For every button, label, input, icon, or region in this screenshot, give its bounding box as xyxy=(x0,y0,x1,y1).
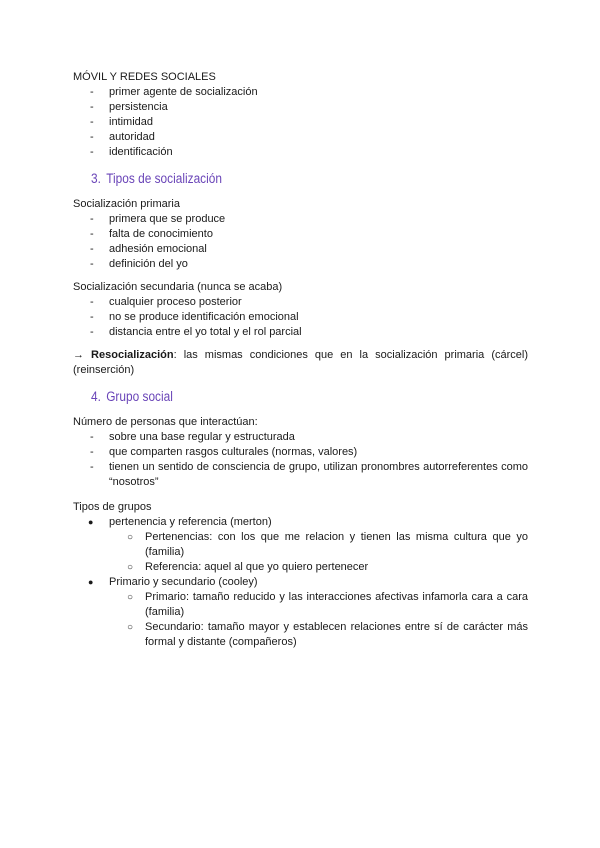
list-item: - sobre una base regular y estructurada xyxy=(90,431,295,443)
list-item: - distancia entre el yo total y el rol parcial xyxy=(90,326,302,338)
resocializacion-term: Resocialización xyxy=(91,349,174,361)
heading-tipos-socializacion: 3. Tipos de socialización xyxy=(91,171,222,186)
list-item: - definición del yo xyxy=(90,258,188,270)
list-item: - primer agente de socialización xyxy=(90,86,258,98)
section-title-movil: MÓVIL Y REDES SOCIALES xyxy=(73,71,216,83)
list-item: - intimidad xyxy=(90,116,154,128)
heading-grupo-social: 4. Grupo social xyxy=(91,389,173,404)
list-item: - persistencia xyxy=(90,101,168,113)
list-item: ○ Referencia: aquel al que yo quiero pertenecer xyxy=(127,561,369,573)
primaria-list xyxy=(73,212,528,272)
document-page xyxy=(73,70,528,650)
list-item: - identificación xyxy=(90,146,173,158)
list-item: - tienen un sentido de consciencia de grupo, utilizan pronombres autorreferentes como “nosotros” xyxy=(90,461,528,488)
subhead-primaria: Socialización primaria xyxy=(73,198,180,210)
circle-bullet-icon: ○ xyxy=(127,562,134,573)
list-item: - no se produce identificación emocional xyxy=(90,311,299,323)
list-item: - adhesión emocional xyxy=(90,243,207,255)
list-item: ● Primario y secundario (cooley) xyxy=(88,576,258,588)
list-item: ○ Secundario: tamaño mayor y establecen relaciones entre sí de carácter más formal y distante (compañeros) xyxy=(127,621,528,648)
list-item: - cualquier proceso posterior xyxy=(90,296,242,308)
bullet-icon: ● xyxy=(88,577,94,587)
circle-bullet-icon: ○ xyxy=(127,532,134,543)
list-item: - autoridad xyxy=(90,131,155,143)
secundaria-list xyxy=(73,295,528,340)
tipos-grupos-list xyxy=(73,515,528,530)
subhead-secundaria: Socialización secundaria (nunca se acaba) xyxy=(73,281,283,293)
circle-bullet-icon: ○ xyxy=(127,592,134,603)
cooley-sublist xyxy=(73,590,528,650)
circle-bullet-icon: ○ xyxy=(127,622,134,633)
numero-personas-list xyxy=(73,430,528,490)
list-item: ● pertenencia y referencia (merton) xyxy=(88,516,272,528)
list-item: - falta de conocimiento xyxy=(90,228,213,240)
bullet-icon: ● xyxy=(88,517,94,527)
subhead-tipos-grupos: Tipos de grupos xyxy=(73,501,152,513)
merton-sublist xyxy=(73,530,528,575)
movil-list xyxy=(73,85,528,160)
subhead-numero-personas: Número de personas que interactúan: xyxy=(73,416,258,428)
list-item: ○ Primario: tamaño reducido y las interacciones afectivas infamorla cara a cara (familia) xyxy=(127,591,528,618)
list-item: - que comparten rasgos culturales (normas, valores) xyxy=(90,446,358,458)
list-item: ○ Pertenencias: con los que me relacion y tienen las misma cultura que yo (familia) xyxy=(127,531,528,558)
resocializacion-paragraph: → Resocialización: las mismas condiciones que en la socialización primaria (cárcel) (reinserción) xyxy=(73,349,528,376)
tipos-grupos-list-2 xyxy=(73,575,528,590)
list-item: - primera que se produce xyxy=(90,213,226,225)
arrow-icon: → xyxy=(73,349,84,361)
